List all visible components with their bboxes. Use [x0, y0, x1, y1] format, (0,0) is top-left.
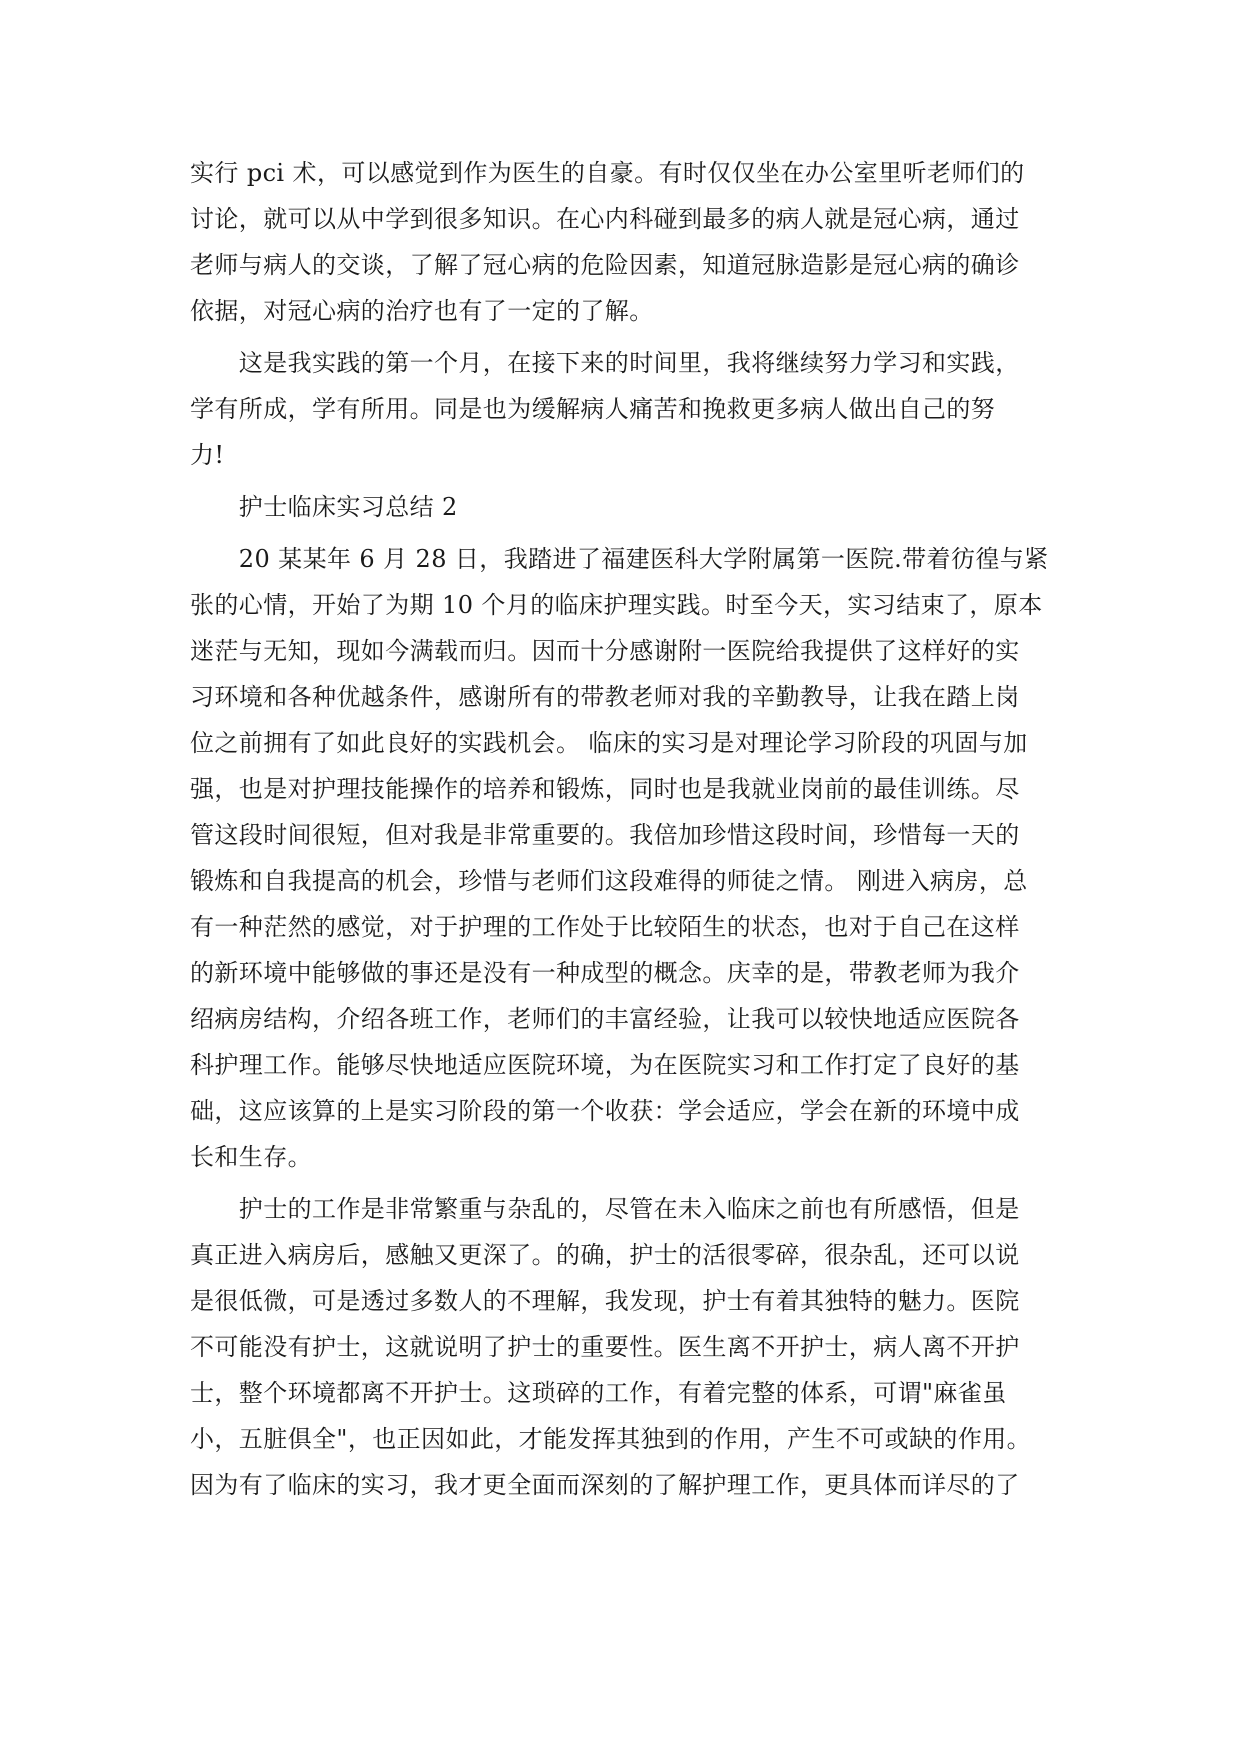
text-line: 绍病房结构，介绍各班工作，老师们的丰富经验，让我可以较快地适应医院各	[190, 1005, 1020, 1033]
text-line: 长和生存。	[190, 1143, 312, 1171]
text-line: 20 某某年 6 月 28 日，我踏进了福建医科大学附属第一医院.带着彷徨与紧	[190, 545, 1049, 573]
text-line: 锻炼和自我提高的机会，珍惜与老师们这段难得的师徒之情。 刚进入病房，总	[190, 867, 1028, 895]
text-line: 老师与病人的交谈，了解了冠心病的危险因素，知道冠脉造影是冠心病的确诊	[190, 251, 1020, 279]
section-heading	[190, 484, 1065, 530]
text-line: 张的心情，开始了为期 10 个月的临床护理实践。时至今天，实习结束了，原本	[190, 591, 1043, 619]
text-line: 科护理工作。能够尽快地适应医院环境，为在医院实习和工作打定了良好的基	[190, 1051, 1020, 1079]
document-body	[190, 150, 1065, 1508]
text-line: 管这段时间很短，但对我是非常重要的。我倍加珍惜这段时间，珍惜每一天的	[190, 821, 1020, 849]
text-line: 强，也是对护理技能操作的培养和锻炼，同时也是我就业岗前的最佳训练。尽	[190, 775, 1020, 803]
paragraph	[190, 150, 1065, 334]
paragraph	[190, 536, 1065, 1180]
text-line: 实行 pci 术，可以感觉到作为医生的自豪。有时仅仅坐在办公室里听老师们的	[190, 159, 1025, 187]
text-line: 护士的工作是非常繁重与杂乱的，尽管在未入临床之前也有所感悟，但是	[190, 1195, 1020, 1223]
text-line: 依据，对冠心病的治疗也有了一定的了解。	[190, 297, 654, 325]
text-line: 的新环境中能够做的事还是没有一种成型的概念。庆幸的是，带教老师为我介	[190, 959, 1020, 987]
text-line: 不可能没有护士，这就说明了护士的重要性。医生离不开护士，病人离不开护	[190, 1333, 1020, 1361]
text-line: 士，整个环境都离不开护士。这琐碎的工作，有着完整的体系，可谓"麻雀虽	[190, 1379, 1007, 1407]
text-line: 真正进入病房后，感触又更深了。的确，护士的活很零碎，很杂乱，还可以说	[190, 1241, 1020, 1269]
text-line: 这是我实践的第一个月，在接下来的时间里，我将继续努力学习和实践，	[190, 349, 1020, 377]
text-line: 有一种茫然的感觉，对于护理的工作处于比较陌生的状态，也对于自己在这样	[190, 913, 1020, 941]
text-line: 力!	[190, 441, 225, 469]
text-line: 小，五脏俱全"，也正因如此，才能发挥其独到的作用，产生不可或缺的作用。	[190, 1425, 1032, 1453]
text-line: 习环境和各种优越条件，感谢所有的带教老师对我的辛勤教导，让我在踏上岗	[190, 683, 1020, 711]
text-line: 讨论，就可以从中学到很多知识。在心内科碰到最多的病人就是冠心病，通过	[190, 205, 1020, 233]
text-line: 学有所成，学有所用。同是也为缓解病人痛苦和挽救更多病人做出自己的努	[190, 395, 996, 423]
heading-line: 护士临床实习总结 2	[190, 493, 458, 521]
text-line: 位之前拥有了如此良好的实践机会。 临床的实习是对理论学习阶段的巩固与加	[190, 729, 1028, 757]
paragraph	[190, 1186, 1065, 1508]
text-line: 迷茫与无知，现如今满载而归。因而十分感谢附一医院给我提供了这样好的实	[190, 637, 1020, 665]
text-line: 是很低微，可是透过多数人的不理解，我发现，护士有着其独特的魅力。医院	[190, 1287, 1020, 1315]
text-line: 础，这应该算的上是实习阶段的第一个收获：学会适应，学会在新的环境中成	[190, 1097, 1020, 1125]
paragraph	[190, 340, 1065, 478]
text-line: 因为有了临床的实习，我才更全面而深刻的了解护理工作，更具体而详尽的了	[190, 1471, 1020, 1499]
